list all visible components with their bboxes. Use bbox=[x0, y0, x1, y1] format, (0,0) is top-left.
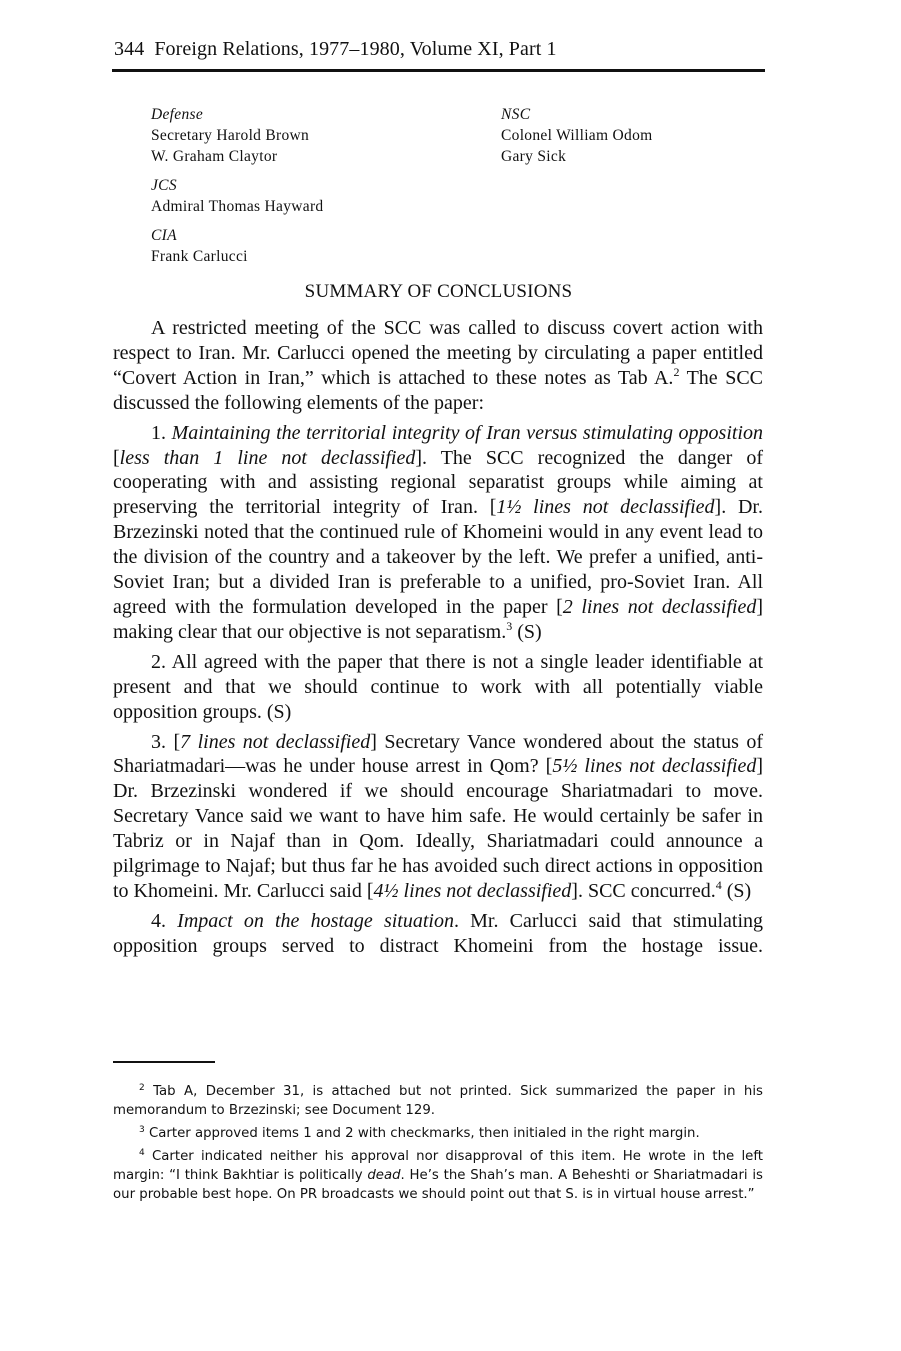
participant-group-cia bbox=[151, 225, 481, 267]
footnote-mark: 2 bbox=[139, 1083, 145, 1093]
participant-name: Gary Sick bbox=[501, 148, 567, 165]
redaction-note: 5½ lines not declassified bbox=[552, 755, 757, 778]
paragraph-item-2 bbox=[113, 650, 763, 725]
participant-name: Secretary Harold Brown bbox=[151, 127, 310, 144]
item-number: 1. bbox=[151, 421, 172, 444]
paragraph-intro bbox=[113, 316, 763, 416]
volume-title: Foreign Relations, 1977–1980, Volume XI, Part 1 bbox=[154, 38, 557, 60]
footnote-ref: 2 bbox=[673, 364, 680, 379]
text-run: 3. [ bbox=[151, 730, 181, 753]
text-run: [ bbox=[113, 446, 120, 469]
footnote-mark: 4 bbox=[139, 1148, 145, 1158]
text-run: ] Dr. Brzezinski wondered if we should encourage Shariatmadari to move. Secretary Vance said we want to have him safe. He would certainly be safer in Tabriz or in Najaf than in Qom. Ideally, Shariatmadari could announce a pilgrimage to Najaf; but thus far he has avoided such direct actions in opposition to Khomeini. Mr. Carlucci said [ bbox=[113, 755, 763, 902]
header-text bbox=[114, 38, 557, 61]
text-run: The SCC discussed the following elements of the paper: bbox=[113, 366, 763, 414]
footnote-text: Carter indicated neither his approval nor disapproval of this item. He wrote in the left margin: “I think Bakhtiar is politically bbox=[113, 1149, 763, 1183]
item-title: Maintaining the territorial integrity of Iran versus stimulating opposition bbox=[171, 421, 763, 444]
footnotes bbox=[113, 1082, 763, 1208]
text-run: ] making clear that our objective is not separatism. bbox=[113, 595, 763, 643]
redaction-note: less than 1 line not declassified bbox=[119, 446, 416, 469]
footnote-ref: 4 bbox=[715, 877, 722, 892]
participant-name: W. Graham Claytor bbox=[151, 148, 278, 165]
text-run: ]. The SCC recognized the danger of cooperating with and assisting regional separatist groups while aiming at preserving the territorial integrity of Iran. [ bbox=[113, 446, 763, 519]
participants-right-column bbox=[501, 104, 761, 175]
agency-label: NSC bbox=[501, 106, 531, 123]
redaction-note: 2 lines not declassified bbox=[562, 595, 757, 618]
footnote-4 bbox=[113, 1147, 763, 1204]
item-title: Impact on the hostage situation bbox=[177, 909, 454, 932]
paragraph-item-3 bbox=[113, 730, 763, 904]
footnote-text: Carter approved items 1 and 2 with checkmarks, then initialed in the right margin. bbox=[144, 1126, 700, 1141]
text-run: 2. All agreed with the paper that there is not a single leader identifiable at present and that we should continue to work with all potentially viable opposition groups. (S) bbox=[113, 650, 763, 723]
running-header bbox=[112, 36, 765, 72]
participant-name: Frank Carlucci bbox=[151, 248, 248, 265]
agency-label: CIA bbox=[151, 227, 177, 244]
agency-label: Defense bbox=[151, 106, 204, 123]
footnote-ref: 3 bbox=[506, 618, 513, 633]
text-run: . Mr. Carlucci said that stimulating opposition groups served to distract Khomeini from the hostage issue. bbox=[113, 909, 764, 957]
participant-group-defense bbox=[151, 104, 481, 167]
redaction-note: 7 lines not declassified bbox=[180, 730, 371, 753]
paragraph-item-4 bbox=[113, 909, 763, 959]
footnote-mark: 3 bbox=[139, 1125, 145, 1135]
participant-name: Admiral Thomas Hayward bbox=[151, 198, 324, 215]
text-run: (S) bbox=[721, 879, 752, 902]
redaction-note: 4½ lines not declassified bbox=[373, 879, 572, 902]
footnote-text: Tab A, December 31, is attached but not printed. Sick summarized the paper in his memorandum to Brzezinski; see Document 129. bbox=[113, 1084, 763, 1118]
paragraph-item-1 bbox=[113, 421, 763, 645]
text-run: (S) bbox=[512, 620, 542, 643]
participant-group-nsc bbox=[501, 104, 761, 167]
text-run: A restricted meeting of the SCC was called to discuss covert action with respect to Iran. Mr. Carlucci opened the meeting by circulating a paper entitled “Covert Action in Iran,” which is attached to these notes as Tab A. bbox=[113, 317, 763, 389]
footnote-divider bbox=[113, 1061, 215, 1063]
footnote-3 bbox=[113, 1124, 763, 1143]
emphasis-text: dead bbox=[367, 1168, 401, 1183]
item-number: 4. bbox=[151, 909, 178, 932]
agency-label: JCS bbox=[151, 177, 177, 194]
page-number: 344 bbox=[114, 38, 145, 60]
participant-name: Colonel William Odom bbox=[501, 127, 653, 144]
text-run: ]. SCC concurred. bbox=[571, 879, 716, 902]
text-run: ] Secretary Vance wondered about the status of Shariatmadari—was he under house arrest in Qom? [ bbox=[113, 730, 763, 778]
text-run: ]. Dr. Brzezinski noted that the continued rule of Khomeini would in any event lead to the division of the country and a takeover by the left. We prefer a unified, anti-Soviet Iran; but a divided Iran is preferable to a unified, pro-Soviet Iran. All agreed with the formulation developed in the paper [ bbox=[113, 496, 763, 618]
footnote-text: . He’s the Shah’s man. A Beheshti or Shariatmadari is our probable best hope. On PR broadcasts we should point out that S. is in virtual house arrest.” bbox=[113, 1168, 763, 1202]
footnote-2 bbox=[113, 1082, 763, 1120]
redaction-note: 1½ lines not declassified bbox=[496, 496, 715, 519]
body-text bbox=[113, 316, 763, 964]
participant-group-jcs bbox=[151, 175, 481, 217]
participants-left-column bbox=[151, 104, 481, 275]
section-heading: SUMMARY OF CONCLUSIONS bbox=[304, 281, 573, 302]
